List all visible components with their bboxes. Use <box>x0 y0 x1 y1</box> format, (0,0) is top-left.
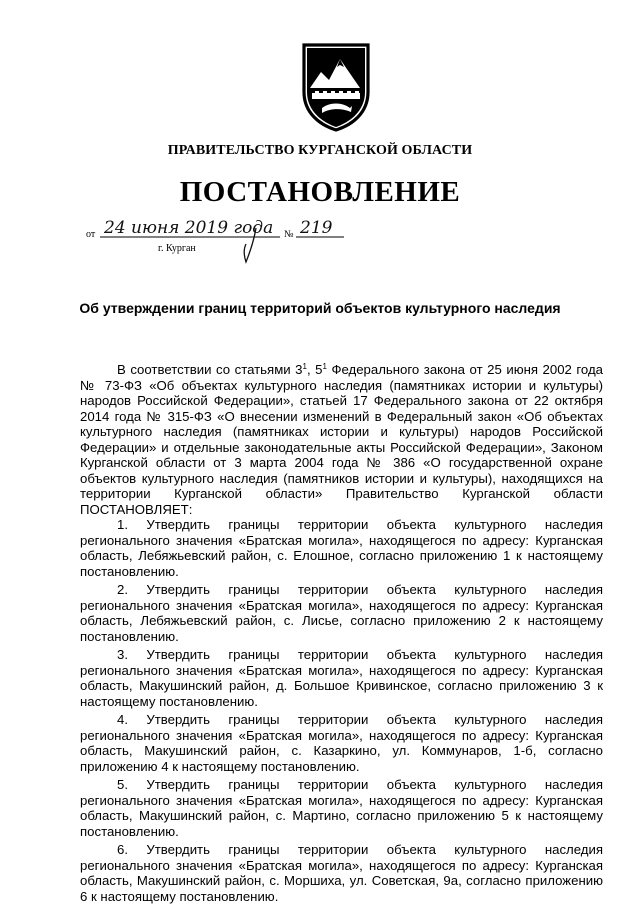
handwritten-number: 219 <box>300 218 333 238</box>
resolution-item: 5. Утвердить границы территории объекта культурного наследия регионального значения «Братская могила», находящегося по адресу: Курганская область, Макушинский район, с. Мартино, согласно приложению 5 к настоящему постановлению. <box>80 777 603 839</box>
resolution-item: 2. Утвердить границы территории объекта культурного наследия регионального значения «Братская могила», находящегося по адресу: Курганская область, Лебяжьевский район, с. Лисье, согласно приложению 2 к настоящему постановлению. <box>80 582 603 644</box>
document-body <box>80 362 603 904</box>
date-prefix: от <box>86 229 96 240</box>
government-name: ПРАВИТЕЛЬСТВО КУРГАНСКОЙ ОБЛАСТИ <box>167 143 473 158</box>
resolution-item: 3. Утвердить границы территории объекта культурного наследия регионального значения «Братская могила», находящегося по адресу: Курганская область, Макушинский район, д. Большое Кривинское, согласно приложению 3 к настоящему постановлению. <box>80 647 603 709</box>
number-underline <box>296 236 344 239</box>
handwritten-stroke <box>238 226 268 266</box>
document-title: Об утверждении границ территорий объектов культурного наследия <box>79 300 561 316</box>
resolution-item: 4. Утвердить границы территории объекта культурного наследия регионального значения «Братская могила», находящегося по адресу: Курганская область, Макушинский район, с. Казаркино, ул. Коммунаров, 1-б, согласно приложению 4 к настоящему постановлению. <box>80 712 603 774</box>
coat-of-arms-icon <box>300 42 372 132</box>
resolution-item: 1. Утвердить границы территории объекта культурного наследия регионального значения «Братская могила», находящегося по адресу: Курганская область, Лебяжьевский район, с. Елошное, согласно приложению 1 к настоящему постановлению. <box>80 517 603 579</box>
resolution-item: 6. Утвердить границы территории объекта культурного наследия регионального значения «Братская могила», находящегося по адресу: Курганская область, Макушинский район, с. Моршиха, ул. Советская, 9а, согласно приложению 6 к настоящему постановлению. <box>80 842 603 904</box>
preamble-paragraph: В соответствии со статьями $3^1$, $5^1$ Федерального закона от 25 июня 2002 года № 73-ФЗ «Об объектах культурного наследия (памятниках истории и культуры) народов Российской Федерации», статьей 17 Федерального закона от 22 октября 2014 года № 315-ФЗ «О внесении изменений в Федеральный закон «Об объектах культурного наследия (памятниках истории и культуры) народов Российской Федерации» и отдельные законодательные акты Российской Федерации», Законом Курганской области от 3 марта 2004 года № 386 «О государственной охране объектов культурного наследия (памятников истории и культуры), находящихся на территории Курганской области» Правительство Курганской области ПОСТАНОВЛЯЕТ: <box>80 362 603 517</box>
document-type-heading: ПОСТАНОВЛЕНИЕ <box>179 176 461 208</box>
handwritten-date: 24 июня 2019 года <box>104 218 274 238</box>
number-prefix: № <box>284 229 294 240</box>
city-name: г. Курган <box>158 243 196 254</box>
